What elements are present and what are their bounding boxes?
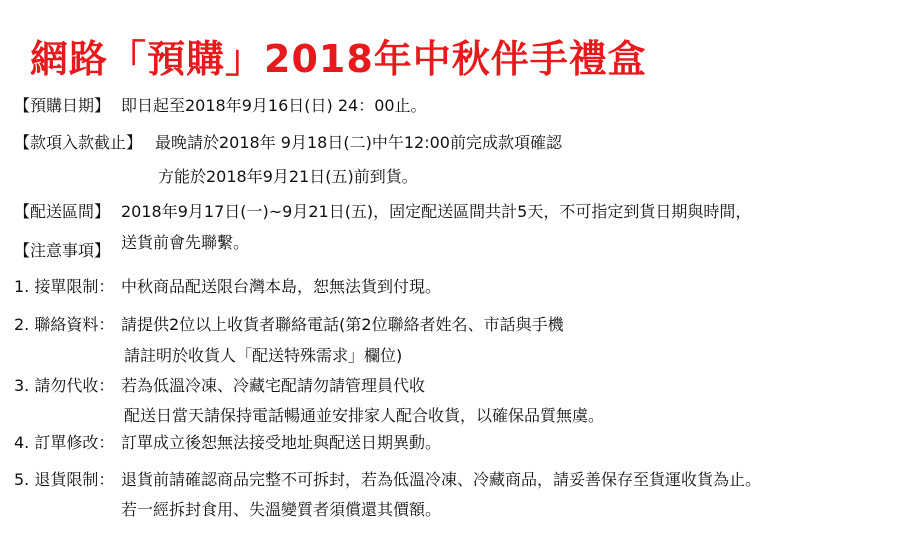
delivery-label: 【配送區間】	[14, 202, 111, 221]
payment-text-2: 方能於2018年9月21日(五)前到貨。	[158, 167, 418, 186]
note-5-text: 退貨前請確認商品完整不可拆封，若為低溫冷凍、冷藏商品，請妥善保存至貨運收貨為止。	[121, 470, 762, 489]
note-5-text-2: 若一經拆封食用、失溫變質者須償還其價額。	[121, 500, 442, 519]
note-5-label: 5. 退貨限制：	[14, 470, 115, 489]
note-3-label: 3. 請勿代收：	[14, 376, 115, 395]
note-3-text: 若為低溫冷凍、冷藏宅配請勿請管理員代收	[121, 376, 426, 395]
note-1-text: 中秋商品配送限台灣本島，恕無法貨到付現。	[121, 277, 442, 296]
payment-label: 【款項入款截止】	[14, 133, 143, 152]
payment-text: 最晚請於2018年 9月18日(二)中午12:00前完成款項確認	[155, 133, 562, 152]
note-4-label: 4. 訂單修改：	[14, 433, 115, 452]
preorder-text: 即日起至2018年9月16日(日) 24：00止。	[121, 96, 427, 115]
note-2-label: 2. 聯絡資料：	[14, 315, 115, 334]
note-3-text-2: 配送日當天請保持電話暢通並安排家人配合收貨，以確保品質無虞。	[124, 406, 605, 425]
delivery-text-2: 送貨前會先聯繫。	[121, 233, 250, 252]
notes-label: 【注意事項】	[14, 241, 111, 260]
note-2-text-2: 請註明於收貨人「配送特殊需求」欄位)	[124, 346, 403, 365]
preorder-label: 【預購日期】	[14, 96, 111, 115]
delivery-text: 2018年9月17日(一)~9月21日(五)，固定配送區間共計5天，不可指定到貨日期與時間，	[121, 202, 752, 221]
page-title: 網路「預購」2018年中秋伴手禮盒	[30, 37, 647, 81]
note-4-text: 訂單成立後恕無法接受地址與配送日期異動。	[121, 433, 442, 452]
note-2-text: 請提供2位以上收貨者聯絡電話(第2位聯絡者姓名、市話與手機	[121, 315, 564, 334]
note-1-label: 1. 接單限制：	[14, 277, 115, 296]
